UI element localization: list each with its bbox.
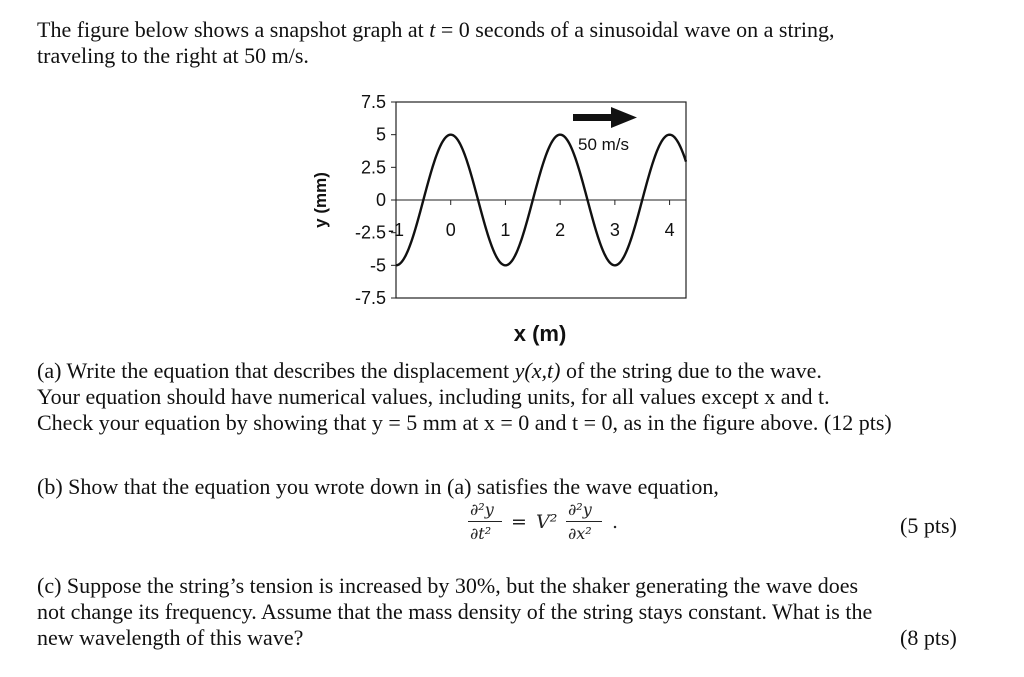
- intro-line-1-start: The figure below shows a snapshot graph at: [37, 17, 430, 42]
- velocity-label: 50 m/s: [578, 135, 630, 154]
- question-b-points: (5 pts): [900, 513, 957, 538]
- eq-rhs-fraction-bar: [566, 521, 602, 522]
- intro-line-2: traveling to the right at 50 m/s.: [37, 43, 309, 68]
- arrow-head: [611, 107, 637, 128]
- wave-equation: [460, 500, 680, 550]
- eq-rhs-denominator: ∂x²: [568, 524, 592, 543]
- displacement-function: y(x,t): [514, 358, 561, 383]
- y-tick-label: 2.5: [360, 157, 386, 178]
- velocity-arrow: [573, 107, 637, 128]
- question-a: [37, 358, 997, 436]
- question-c-line-3: new wavelength of this wave?: [37, 625, 304, 650]
- eq-lhs-denominator: ∂t²: [470, 524, 492, 543]
- eq-lhs-numerator: ∂²y: [470, 500, 494, 519]
- x-tick-label: 2: [555, 220, 566, 240]
- question-c-line-1: (c) Suppose the string’s tension is increased by 30%, but the shaker generating the wave does: [37, 573, 859, 598]
- question-c-line-2: not change its frequency. Assume that the mass density of the string stays constant. What is the: [37, 599, 873, 624]
- y-axis-label: y (mm): [311, 172, 330, 228]
- question-a-line-1-end: of the string due to the wave.: [560, 358, 822, 383]
- y-axis-ticks: [355, 92, 396, 308]
- y-tick-label: -2.5: [354, 222, 386, 243]
- y-tick-label: 7.5: [360, 92, 386, 112]
- intro-line-1-end: = 0 seconds of a sinusoidal wave on a string,: [435, 17, 835, 42]
- question-a-line-1-start: (a) Write the equation that describes the displacement: [37, 358, 515, 383]
- question-a-line-1: [37, 358, 997, 384]
- x-tick-label: 4: [664, 220, 675, 240]
- eq-equals: =: [511, 511, 527, 533]
- y-tick-label: -7.5: [354, 288, 386, 308]
- arrow-shaft: [573, 114, 613, 121]
- time-variable: t: [429, 17, 436, 42]
- x-tick-label: 3: [609, 220, 620, 240]
- y-tick-label: 5: [375, 124, 386, 145]
- question-a-line-2: Your equation should have numerical values, including units, for all values except x and t.: [37, 384, 830, 409]
- question-b-line-1: (b) Show that the equation you wrote down in (a) satisfies the wave equation,: [37, 474, 719, 499]
- eq-velocity-squared: V²: [536, 511, 558, 533]
- y-tick-label: 0: [375, 190, 386, 210]
- x-tick-label: 1: [500, 220, 511, 240]
- eq-period: .: [612, 511, 619, 533]
- x-tick-label: -1: [387, 220, 405, 240]
- question-c: [37, 573, 977, 651]
- question-b: [37, 474, 997, 500]
- x-axis-label: x (m): [513, 321, 567, 346]
- x-tick-label: 0: [445, 220, 456, 240]
- question-a-line-3: Check your equation by showing that y = 5 mm at x = 0 and t = 0, as in the figure above. (12 pts): [37, 410, 892, 435]
- y-tick-label: -5: [369, 255, 386, 276]
- eq-lhs-fraction-bar: [468, 521, 502, 522]
- eq-rhs-numerator: ∂²y: [568, 500, 592, 519]
- question-c-points: (8 pts): [900, 625, 957, 650]
